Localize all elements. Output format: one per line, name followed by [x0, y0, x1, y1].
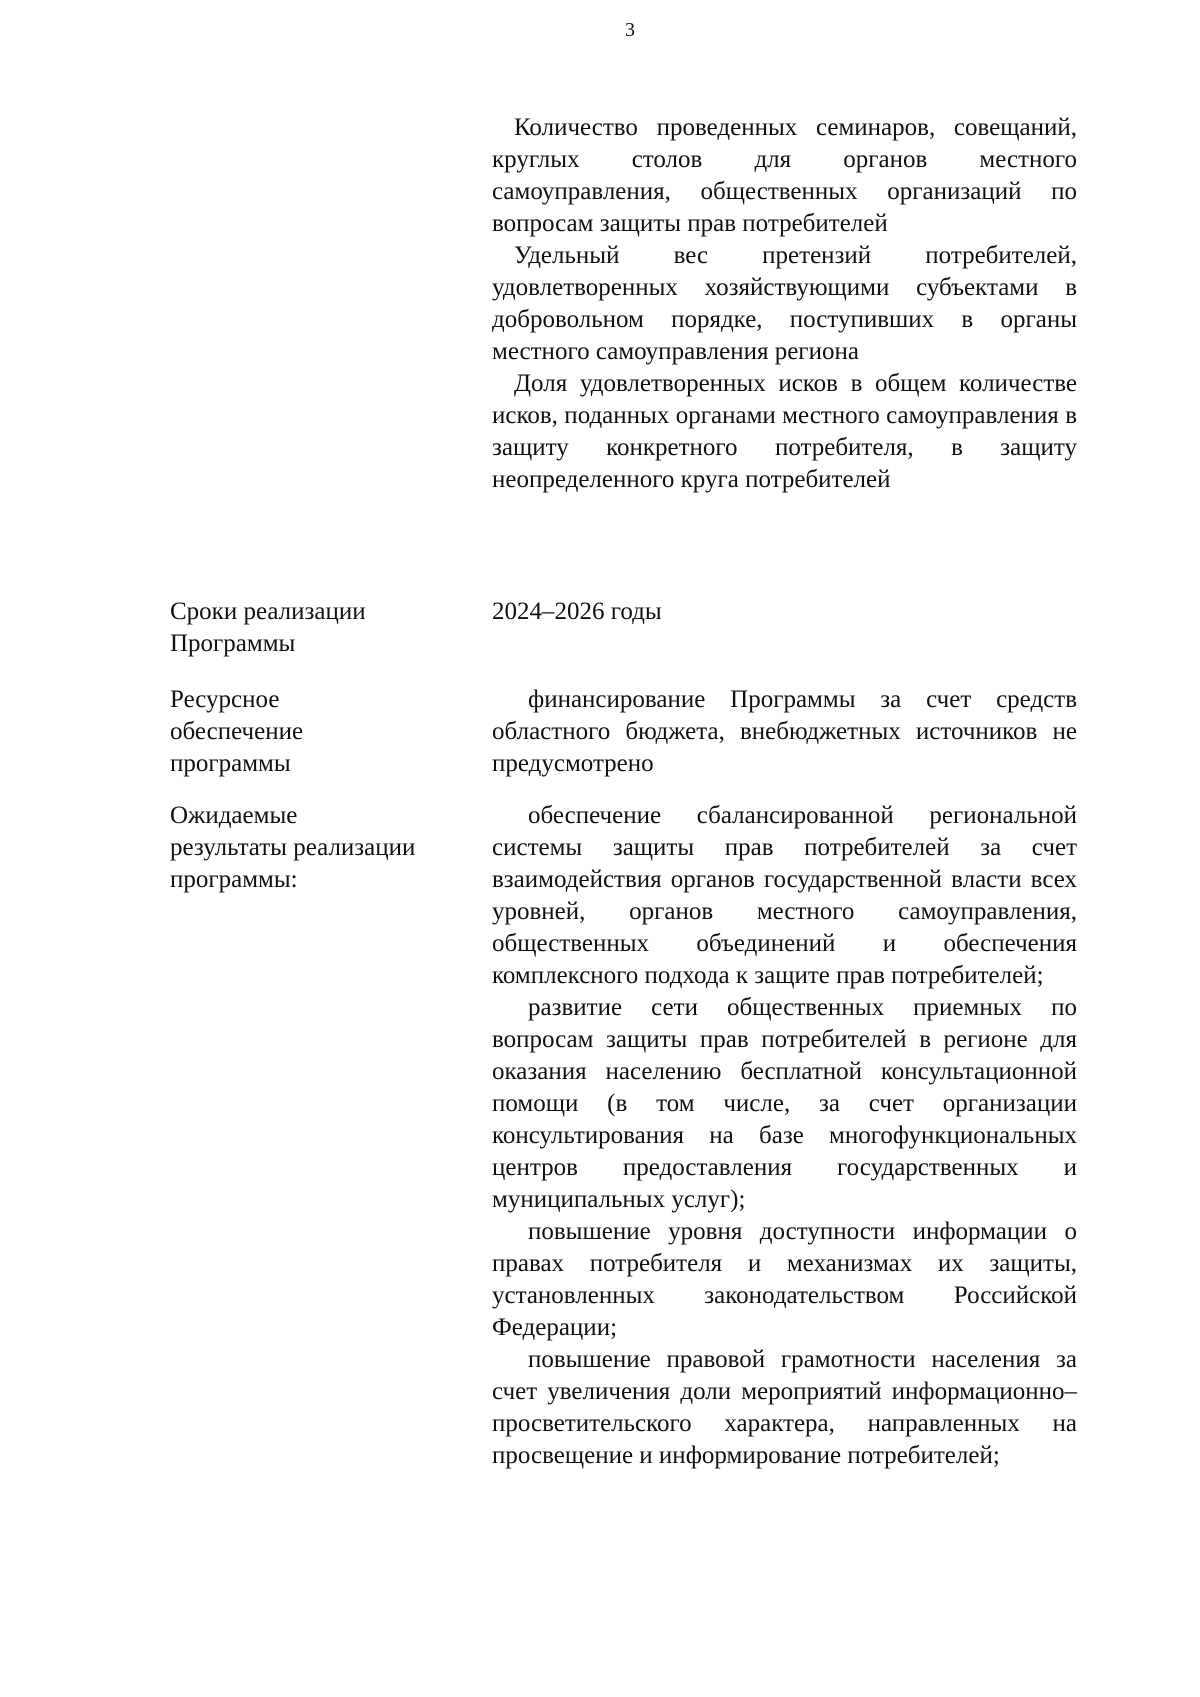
- terms-label: Сроки реализации Программы: [170, 598, 366, 657]
- resources-value-block: [492, 684, 1077, 780]
- results-item: повышение правовой грамотности населения за счет увеличения доли мероприятий информационно–просветительского характера, направленных на просвещение и информирование потребителей;: [492, 1346, 1077, 1469]
- indicator-item: Удельный вес претензий потребителей, удовлетворенных хозяйствующими субъектами в добровольном порядке, поступивших в органы местного самоуправления региона: [492, 242, 1077, 365]
- results-item: повышение уровня доступности информации о правах потребителя и механизмах их защиты, установленных законодательством Российской Федерации;: [492, 1218, 1077, 1341]
- results-list: [492, 800, 1077, 1472]
- terms-value-block: [492, 596, 1077, 628]
- indicators-list: [492, 112, 1077, 496]
- results-item: обеспечение сбалансированной региональной системы защиты прав потребителей за счет взаимодействия органов государственной власти всех уровней, органов местного самоуправления, общественных объединений и обеспечения комплексного подхода к защите прав потребителей;: [492, 802, 1077, 989]
- indicator-item: Доля удовлетворенных исков в общем количестве исков, поданных органами местного самоуправления в защиту конкретного потребителя, в защиту неопределенного круга потребителей: [492, 370, 1077, 493]
- indicator-item: Количество проведенных семинаров, совещаний, круглых столов для органов местного самоуправления, общественных организаций по вопросам защиты прав потребителей: [492, 114, 1077, 237]
- results-label: Ожидаемые результаты реализации программы:: [170, 802, 416, 893]
- resources-value: финансирование Программы за счет средств областного бюджета, внебюджетных источников не предусмотрено: [492, 686, 1077, 777]
- resources-label: Ресурсное обеспечение программы: [170, 686, 304, 777]
- results-item: развитие сети общественных приемных по вопросам защиты прав потребителей в регионе для оказания населению бесплатной консультационной помощи (в том числе, за счет организации консультирования на базе многофункциональных центров предоставления государственных и муниципальных услуг);: [492, 994, 1077, 1213]
- terms-value: 2024–2026 годы: [492, 598, 662, 625]
- page-number: 3: [625, 19, 635, 41]
